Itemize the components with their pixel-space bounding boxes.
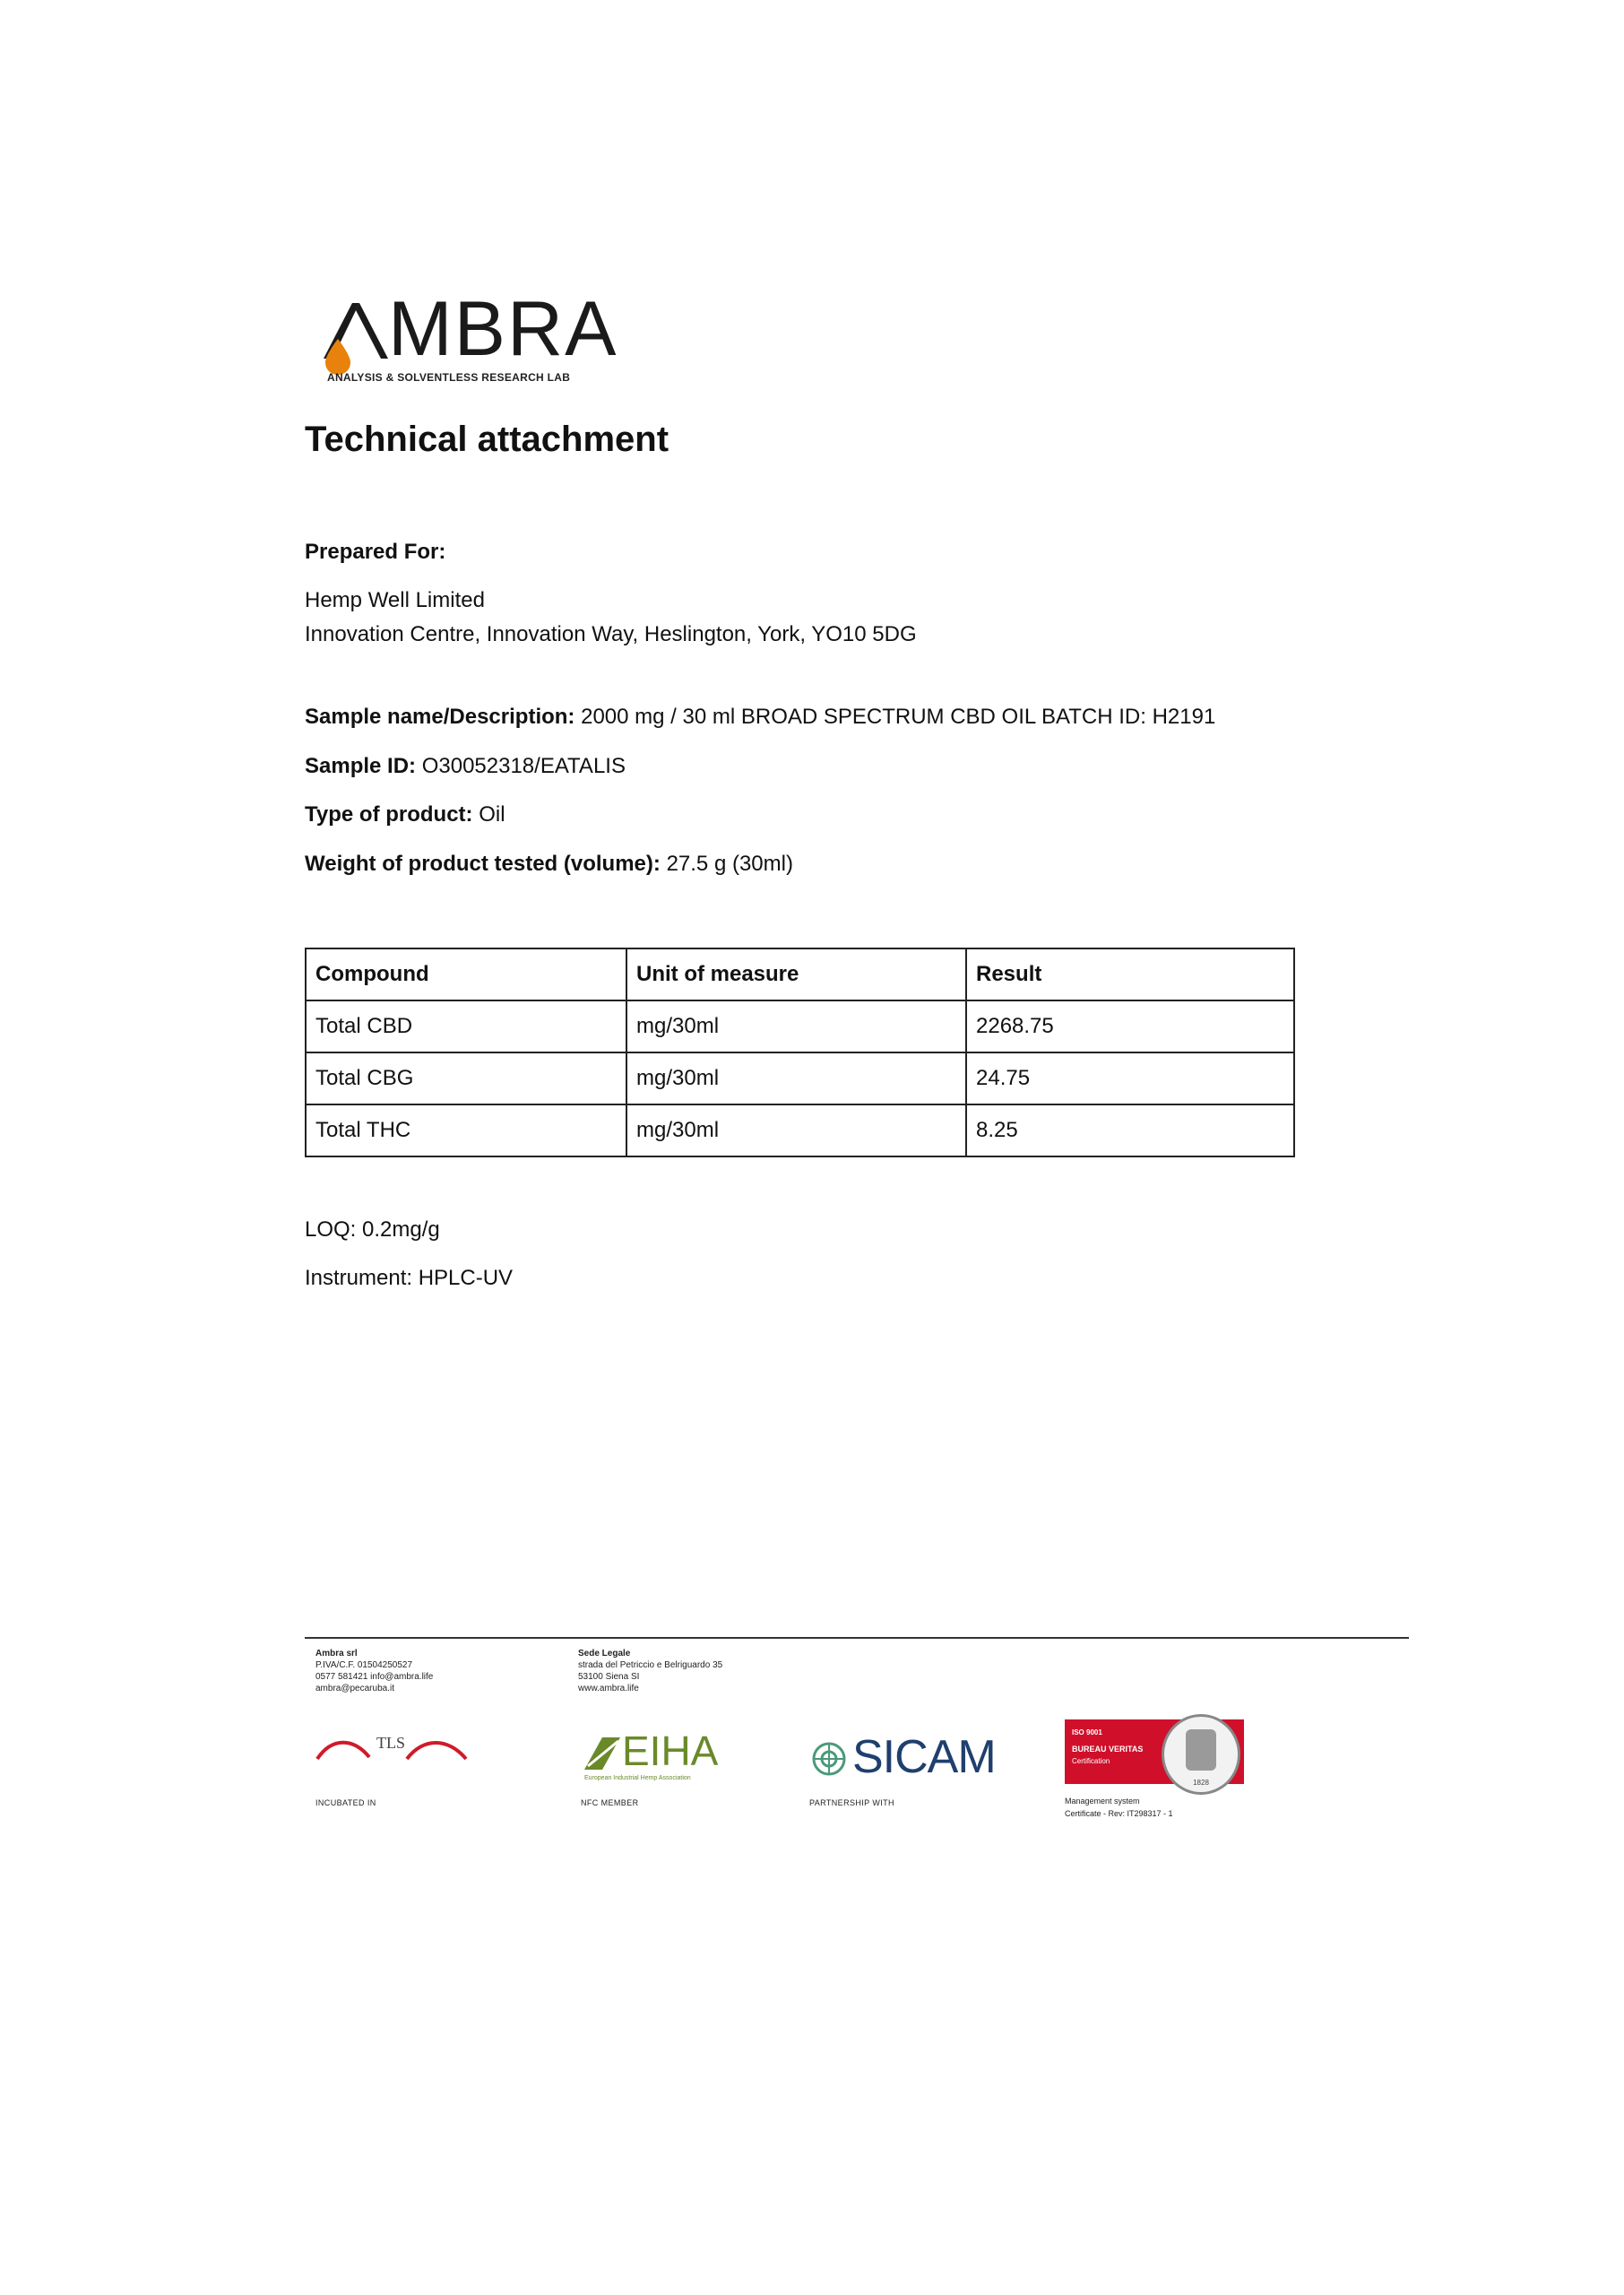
client-name: Hemp Well Limited <box>305 588 485 612</box>
footer-legal-title: Sede Legale <box>578 1649 631 1658</box>
sample-id-value: O30052318/EATALIS <box>421 754 626 778</box>
footer-divider <box>305 1637 1409 1639</box>
sicam-logo <box>811 1732 1008 1786</box>
sicam-text: SICAM <box>852 1731 996 1783</box>
bv-seal-icon <box>1162 1714 1240 1795</box>
eiha-subtext: European Industrial Hemp Association <box>584 1775 691 1781</box>
bv-cert-text: Certification <box>1072 1757 1110 1765</box>
loq-note: LOQ: 0.2mg/g <box>305 1217 440 1242</box>
eiha-text: EIHA <box>622 1728 719 1774</box>
table-header-row <box>306 948 1294 1000</box>
cell-compound: Total CBG <box>306 1052 626 1104</box>
footer-company-block <box>315 1648 433 1694</box>
bv-iso-text: ISO 9001 <box>1072 1728 1102 1736</box>
logo-wordmark: MBRA <box>388 286 618 372</box>
product-type-value: Oil <box>479 802 505 827</box>
bv-name-text: BUREAU VERITAS <box>1072 1745 1144 1754</box>
sample-name-label: Sample name/Description: <box>305 705 575 729</box>
weight-value: 27.5 g (30ml) <box>666 852 793 876</box>
product-type-line <box>305 801 505 828</box>
bv-caption-1: Management system <box>1065 1797 1140 1806</box>
bureau-veritas-logo <box>1065 1719 1244 1787</box>
eiha-leaf-icon <box>583 1734 622 1773</box>
client-address: Innovation Centre, Innovation Way, Heslington, York, YO10 5DG <box>305 622 917 646</box>
weight-line <box>305 851 793 878</box>
tls-text: TLS <box>376 1734 406 1752</box>
cell-result: 2268.75 <box>966 1000 1294 1052</box>
table-row <box>306 1052 1294 1104</box>
bv-seal-year: 1828 <box>1193 1779 1209 1787</box>
table-row <box>306 1104 1294 1156</box>
footer-legal-line: www.ambra.life <box>578 1684 639 1693</box>
eiha-caption: NFC MEMBER <box>581 1798 639 1807</box>
table-row <box>306 1000 1294 1052</box>
sample-name-value: 2000 mg / 30 ml BROAD SPECTRUM CBD OIL BATCH ID: H2191 <box>581 705 1216 729</box>
sample-id-label: Sample ID: <box>305 754 417 778</box>
cell-result: 24.75 <box>966 1052 1294 1104</box>
cell-compound: Total CBD <box>306 1000 626 1052</box>
page-title: Technical attachment <box>305 420 669 459</box>
cell-compound: Total THC <box>306 1104 626 1156</box>
bv-caption-2: Certificate - Rev: IT298317 - 1 <box>1065 1809 1173 1818</box>
logo-tagline: ANALYSIS & SOLVENTLESS RESEARCH LAB <box>327 371 571 384</box>
cell-result: 8.25 <box>966 1104 1294 1156</box>
ambra-logo <box>318 286 618 385</box>
header-unit: Unit of measure <box>626 948 966 1000</box>
eiha-logo <box>581 1730 751 1784</box>
footer-company-line: P.IVA/C.F. 01504250527 <box>315 1660 413 1670</box>
prepared-for-label: Prepared For: <box>305 540 446 564</box>
results-table <box>305 948 1295 1157</box>
footer-company-line: ambra@pecaruba.it <box>315 1684 394 1693</box>
weight-label: Weight of product tested (volume): <box>305 852 661 876</box>
sample-id-line <box>305 753 626 780</box>
instrument-note: Instrument: HPLC-UV <box>305 1266 514 1290</box>
footer-company-line: 0577 581421 info@ambra.life <box>315 1672 434 1682</box>
cell-unit: mg/30ml <box>626 1104 966 1156</box>
footer-legal-line: strada del Petriccio e Belriguardo 35 <box>578 1660 723 1670</box>
header-result: Result <box>966 948 1294 1000</box>
footer-legal-line: 53100 Siena SI <box>578 1672 640 1682</box>
sicam-flower-icon <box>811 1741 847 1777</box>
sample-name-line <box>305 704 1215 731</box>
tls-logo <box>314 1730 475 1775</box>
product-type-label: Type of product: <box>305 802 473 827</box>
tls-caption: INCUBATED IN <box>315 1798 376 1807</box>
footer-legal-block <box>578 1648 722 1694</box>
cell-unit: mg/30ml <box>626 1052 966 1104</box>
cell-unit: mg/30ml <box>626 1000 966 1052</box>
header-compound: Compound <box>306 948 626 1000</box>
sicam-caption: PARTNERSHIP WITH <box>809 1798 894 1807</box>
footer-company-title: Ambra srl <box>315 1649 358 1658</box>
